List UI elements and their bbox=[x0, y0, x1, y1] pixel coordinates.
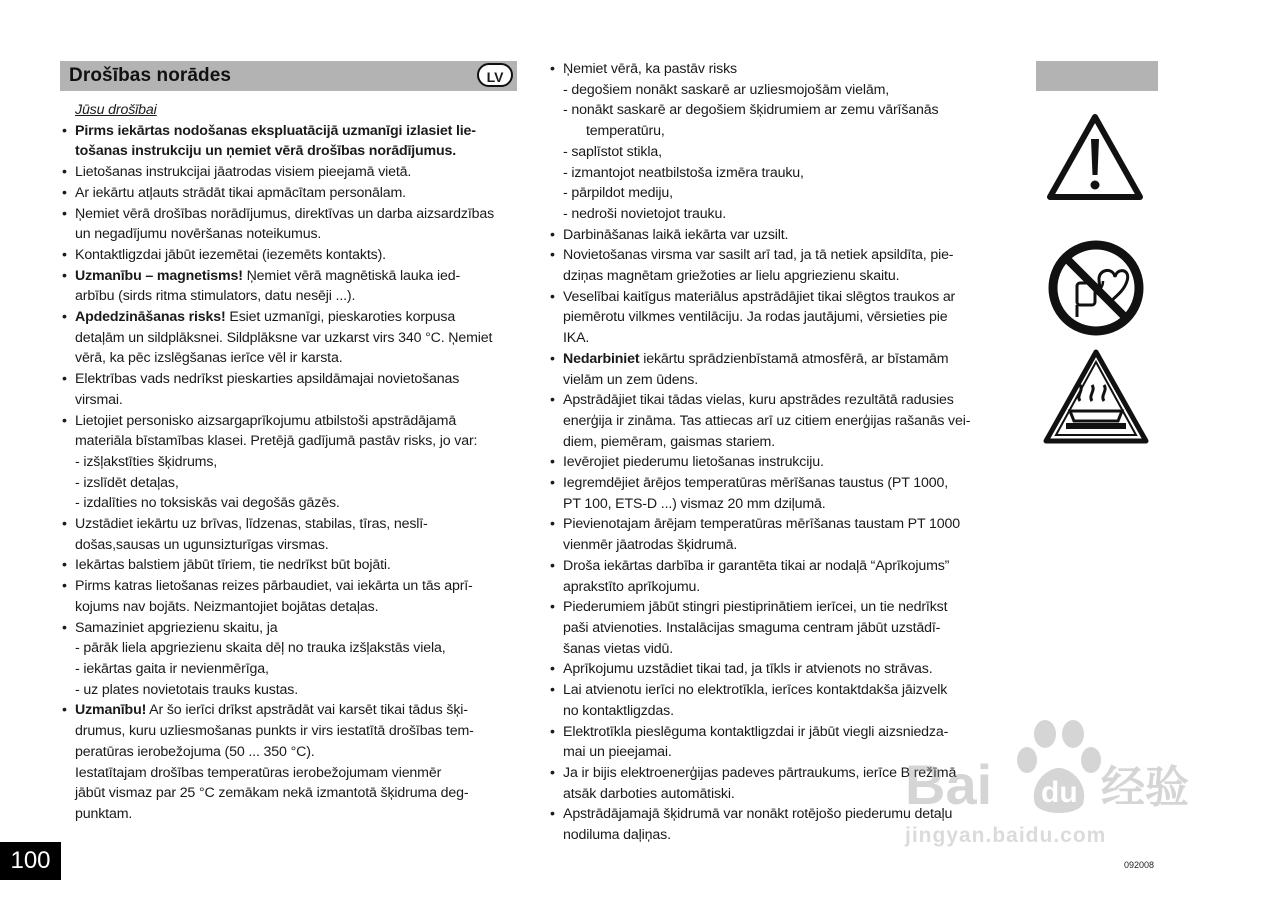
section-header bbox=[60, 61, 517, 91]
list-item: • Piederumiem jābūt stingri piestiprinātiem ierīcei, un tie nedrīkst paši atvienoties. Instalācijas smaguma centram jābūt uzstādī- šanas vietas vidū. bbox=[550, 599, 948, 657]
right-header-bar bbox=[1036, 61, 1158, 91]
list-item: • Uzmanību! Ar šo ierīci drīkst apstrādāt vai karsēt tikai tādus šķi- drumus, kuru uzliesmošanas punkts ir virs iestatītā drošības tem- peratūras ierobežojuma (50 ... 350 °C). Iestatītajam drošības temperatūras ierobežojumam vienmēr jābūt vismaz par 25 °C zemākam nekā izmantotā šķidruma deg- punktam. bbox=[62, 702, 474, 822]
list-item: • Lietošanas instrukcijai jāatrodas visiem pieejamā vietā. bbox=[62, 164, 412, 181]
list-item: • Novietošanas virsma var sasilt arī tad, ja tā netiek apsildīta, pie- dziņas magnētam griežoties ar lielu apgriezienu skaitu. bbox=[550, 247, 954, 285]
subtitle: Jūsu drošībai bbox=[75, 102, 157, 118]
warning-triangle-icon bbox=[1046, 113, 1144, 201]
list-item: • Droša iekārtas darbība ir garantēta tikai ar nodaļā “Aprīkojums” aprakstīto aprīkojumu. bbox=[550, 557, 950, 595]
list-item: • Kontaktligzdai jābūt iezemētai (iezemēts kontakts). bbox=[62, 246, 386, 263]
watermark-brand-a: Bai bbox=[905, 753, 993, 816]
list-item: • Ja ir bijis elektroenerģijas padeves pārtraukums, ierīce B režīmā atsāk darboties automātiski. bbox=[550, 764, 957, 802]
list-item: • Apstrādājiet tikai tādas vielas, kuru apstrādes rezultātā radusies enerģija ir zināma. Tas attiecas arī uz citiem enerģijas rašanās vei- diem, piemēram, gaismas stariem. bbox=[550, 392, 971, 450]
watermark-brand-b: du bbox=[1041, 776, 1078, 809]
list-item: • Ņemiet vērā drošības norādījumus, direktīvas un darba aizsardzības un negadījumu novēršanas noteikumus. bbox=[62, 205, 495, 243]
list-item: • Iekārtas balstiem jābūt tīriem, tie nedrīkst būt bojāti. bbox=[62, 557, 391, 574]
list-item: • Ņemiet vērā, ka pastāv risks - degošiem nonākt saskarē ar uzliesmojošām vielām, - nonākt saskarē ar degošiem šķidrumiem ar zemu vārīšanās temperatūru, - saplīstot stikla, - izmantojot neatbilstoša izmēra trauku, - pārpildot mediju, - nedroši novietojot trauku. bbox=[550, 61, 939, 222]
list-item: • Darbināšanas laikā iekārta var uzsilt. bbox=[550, 226, 789, 243]
language-badge: LV bbox=[477, 63, 513, 87]
list-item: • Pirms katras lietošanas reizes pārbaudiet, vai iekārta un tās aprī- kojums nav bojāts. Neizmantojiet bojātas detaļas. bbox=[62, 578, 473, 615]
document-code: 092008 bbox=[1124, 860, 1155, 870]
list-item: • Aprīkojumu uzstādiet tikai tad, ja tīkls ir atvienots no strāvas. bbox=[550, 661, 933, 678]
hot-surface-icon bbox=[1042, 349, 1150, 445]
list-item: • Nedarbiniet iekārtu sprādzienbīstamā atmosfērā, ar bīstamām vielām un zem ūdens. bbox=[550, 350, 949, 388]
list-item: • Ievērojiet piederumu lietošanas instrukciju. bbox=[550, 454, 824, 471]
list-item: • Apdedzināšanas risks! Esiet uzmanīgi, pieskaroties korpusa detaļām un sildplāksnei. Sildplāksne var uzkarst virs 340 °C. Ņemiet vērā, ka pēc izslēgšanas ierīce vēl ir karsta. bbox=[62, 309, 493, 367]
list-item: • Samaziniet apgriezienu skaitu, ja - pārāk liela apgriezienu skaita dēļ no trauka izšļakstās viela, - iekārtas gaita ir nevienmērīga, - uz plates novietotais trauks kustas. bbox=[62, 619, 446, 698]
list-item: • Iegremdējiet ārējos temperatūras mērīšanas taustus (PT 1000, PT 100, ETS-D ...) vismaz 20 mm dziļumā. bbox=[550, 475, 949, 512]
list-item: • Veselībai kaitīgus materiālus apstrādājiet tikai slēgtos traukos ar piemērotu vilkmes ventilāciju. Ja rodas jautājumi, vērsieties pie IKA. bbox=[550, 288, 956, 347]
list-item: • Apstrādājamajā šķidrumā var nonākt rotējošo piederumu detaļu nodiluma daļiņas. bbox=[550, 806, 953, 844]
page-number: 100 bbox=[0, 842, 61, 880]
no-pacemaker-icon bbox=[1047, 239, 1145, 337]
list-item: • Lietojiet personisko aizsargaprīkojumu atbilstoši apstrādājamā materiāla bīstamības klasei. Pretējā gadījumā pastāv risks, jo var: - izšļakstīties šķidrums, - izslīdēt detaļas, - izdalīties no toksiskās vai degošās gāzēs. bbox=[62, 412, 478, 512]
list-item: • Elektrotīkla pieslēguma kontaktligzdai ir jābūt viegli aizsniedza- mai un pieejamai. bbox=[550, 723, 949, 761]
watermark-brand-c: 经验 bbox=[1101, 762, 1189, 813]
list-item: • Pievienotajam ārējam temperatūras mērīšanas taustam PT 1000 vienmēr jāatrodas šķidrumā. bbox=[550, 516, 961, 554]
list-item: • Uzmanību – magnetisms! Ņemiet vērā magnētiskā lauka ied- arbību (sirds ritma stimulators, datu nesēji ...). bbox=[62, 267, 461, 305]
list-item: • Elektrības vads nedrīkst pieskarties apsildāmajai novietošanas virsmai. bbox=[62, 371, 460, 408]
watermark-url: jingyan.baidu.com bbox=[905, 824, 1107, 847]
baidu-paw-logo-icon bbox=[905, 712, 1205, 822]
list-item: • Ar iekārtu atļauts strādāt tikai apmācītam personālam. bbox=[62, 184, 406, 201]
baidu-watermark bbox=[905, 712, 1205, 857]
left-column bbox=[62, 100, 517, 825]
list-item: • Lai atvienotu ierīci no elektrotīkla, ierīces kontaktdakša jāizvelk no kontaktligzdas. bbox=[550, 682, 948, 719]
list-item: • Pirms iekārtas nodošanas ekspluatācijā uzmanīgi izlasiet lie- tošanas instrukciju un ņemiet vērā drošības norādījumus. bbox=[62, 122, 476, 160]
section-title: Drošības norādes bbox=[69, 65, 232, 86]
list-item: • Uzstādiet iekārtu uz brīvas, līdzenas, stabilas, tīras, neslī- došas,sausas un ugunsizturīgas virsmas. bbox=[62, 516, 428, 553]
